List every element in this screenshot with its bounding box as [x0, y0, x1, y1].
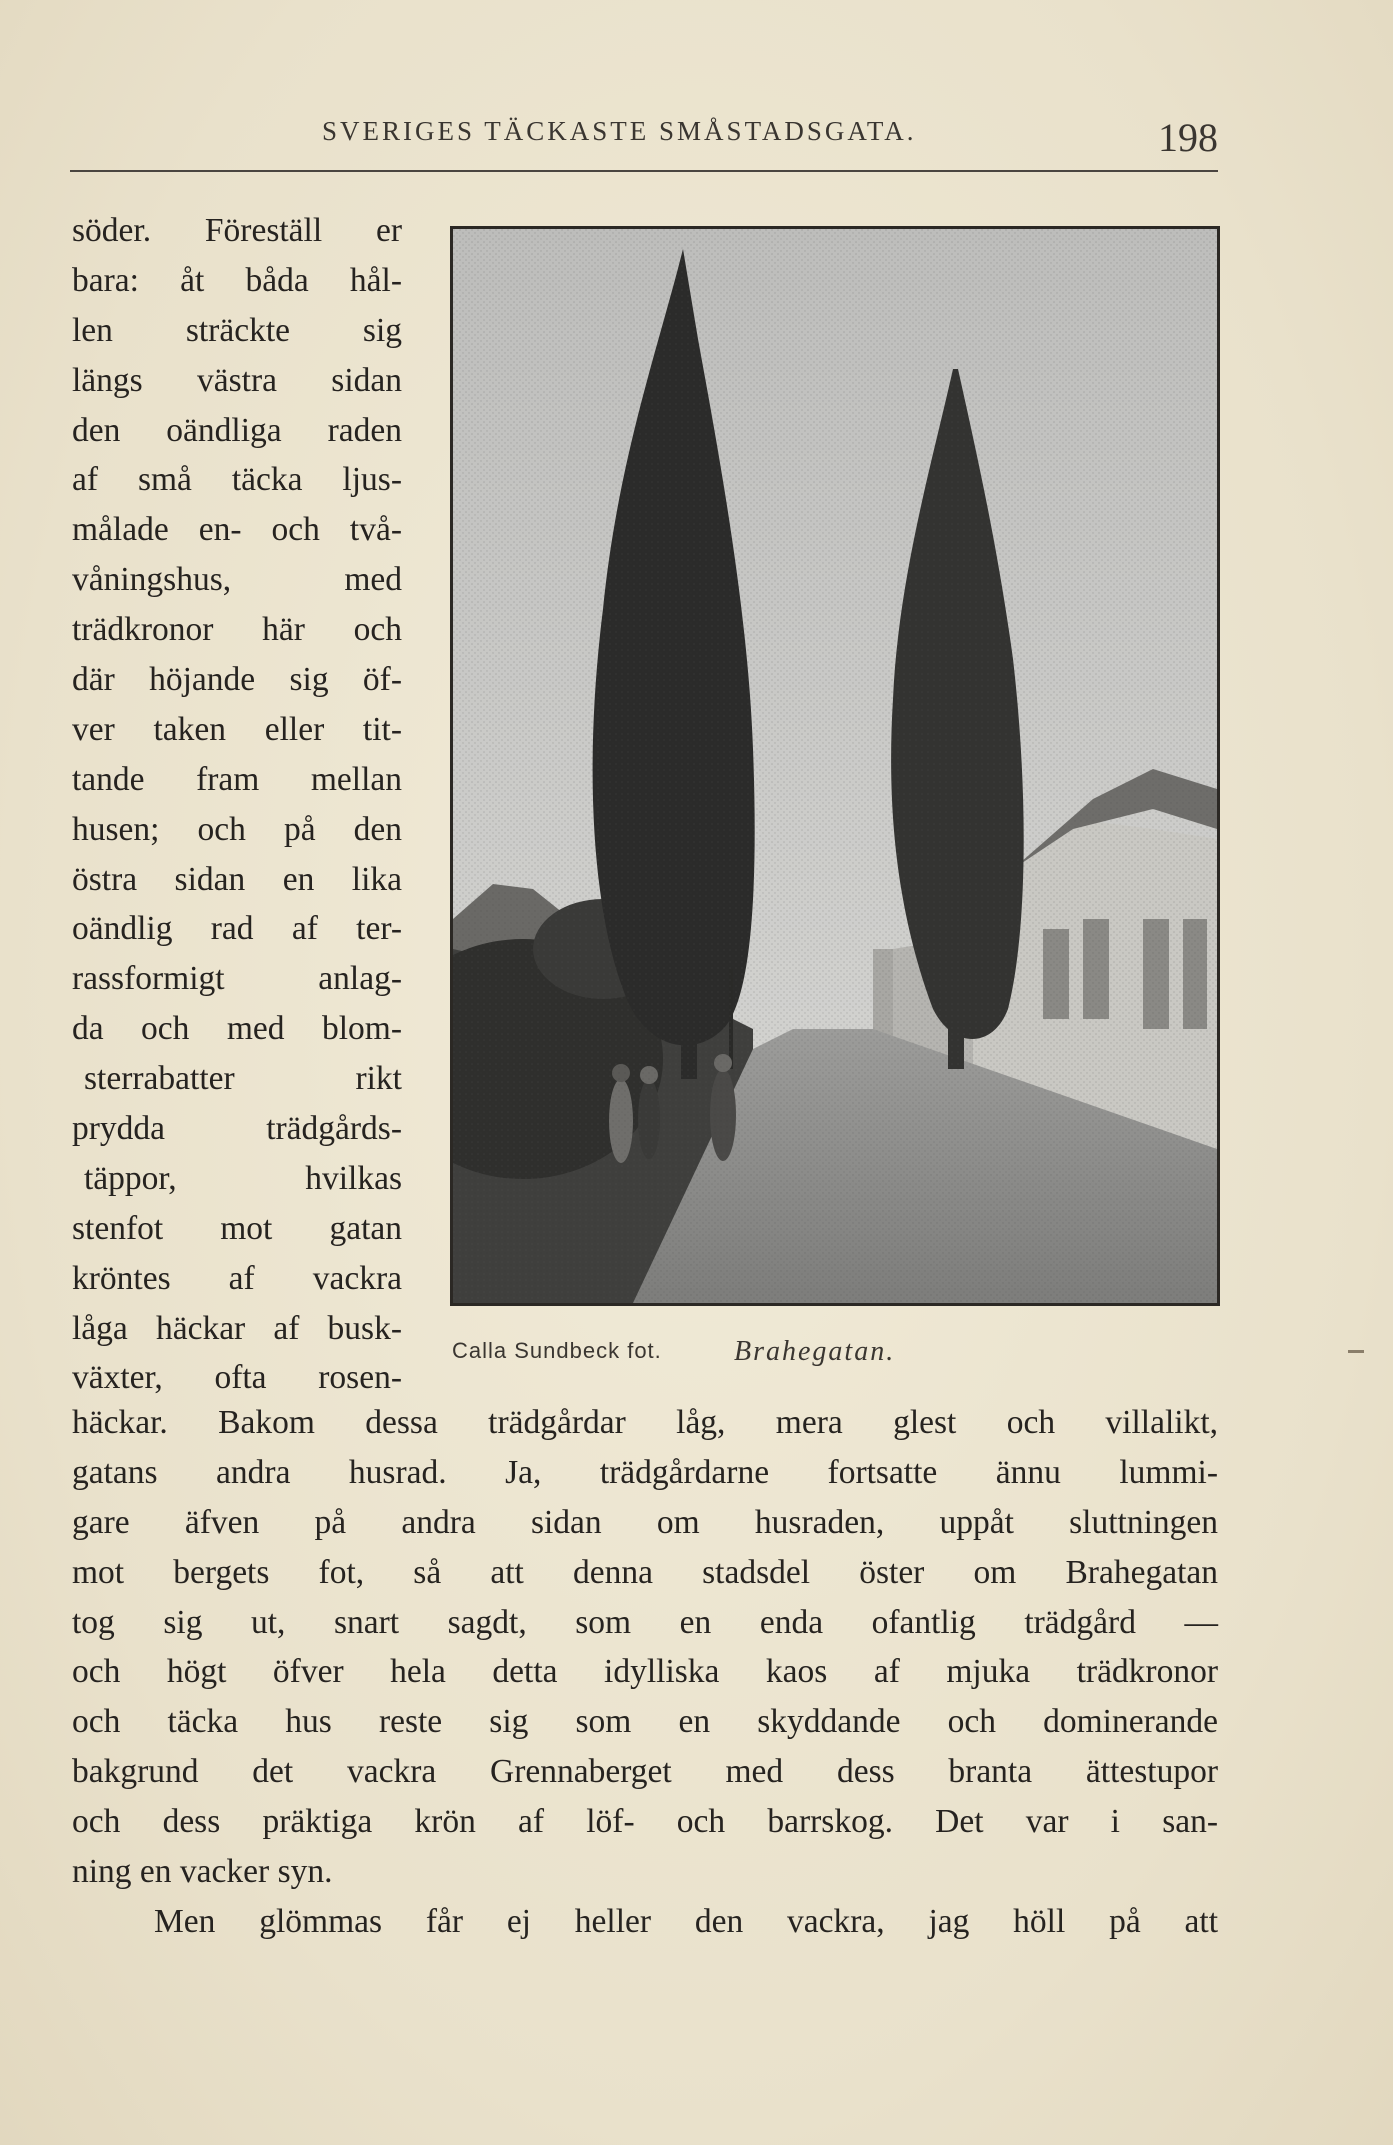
text-line: ver taken eller tit- [72, 710, 402, 748]
text-line: bara: åt båda hål- [72, 261, 402, 299]
text-line: stenfot mot gatan [72, 1209, 402, 1247]
text-line: växter, ofta rosen- [72, 1359, 402, 1397]
text-line: prydda trädgårds- [72, 1110, 402, 1148]
text-line: målade en- och två- [72, 511, 402, 549]
text-line: bakgrund det vackra Grennaberget med dess branta ättestupor [72, 1753, 1218, 1791]
photo-title: Brahegatan. [734, 1336, 896, 1367]
text-line: längs västra sidan [72, 361, 402, 399]
text-line: trädkronor här och [72, 611, 402, 649]
text-line: täppor, hvilkas [84, 1159, 402, 1197]
full-width-text [72, 1398, 1218, 1947]
text-line: och täcka hus reste sig som en skyddande och dominerande [72, 1703, 1218, 1741]
text-line: och dess präktiga krön af löf- och barrskog. Det var i san- [72, 1803, 1218, 1841]
paragraph-start-line: Men glömmas får ej heller den vackra, jag höll på att [154, 1902, 1218, 1940]
text-line: gare äfven på andra sidan om husraden, uppåt sluttningen [72, 1503, 1218, 1541]
margin-mark [1348, 1350, 1364, 1353]
text-line: tande fram mellan [72, 760, 402, 798]
text-line: den oändliga raden [72, 411, 402, 449]
text-line: låga häckar af busk- [72, 1309, 402, 1347]
photo-caption [452, 1334, 1222, 1374]
text-line: ning en vacker syn. [72, 1853, 333, 1891]
running-title: SVERIGES TÄCKASTE SMÅSTADSGATA. [322, 116, 917, 146]
text-line: mot bergets fot, så att denna stadsdel öster om Brahegatan [72, 1553, 1218, 1591]
running-head [70, 112, 1218, 162]
text-line: oändlig rad af ter- [72, 910, 402, 948]
header-rule [70, 170, 1218, 172]
text-line: östra sidan en lika [72, 860, 402, 898]
narrow-text-column [72, 206, 412, 1403]
text-line: söder. Föreställ er [72, 212, 402, 249]
text-line: tog sig ut, snart sagdt, som en enda ofantlig trädgård — [72, 1603, 1218, 1641]
text-line: häckar. Bakom dessa trädgårdar låg, mera glest och villalikt, [72, 1404, 1218, 1441]
text-line: af små täcka ljus- [72, 461, 402, 499]
text-line: len sträckte sig [72, 311, 402, 349]
text-line: gatans andra husrad. Ja, trädgårdarne fortsatte ännu lummi- [72, 1453, 1218, 1491]
photo-illustration [453, 229, 1217, 1303]
text-line: sterrabatter rikt [84, 1060, 402, 1098]
street-photograph [450, 226, 1220, 1306]
text-line: kröntes af vackra [72, 1259, 402, 1297]
text-line: våningshus, med [72, 561, 402, 599]
page-number: 198 [1158, 115, 1218, 160]
text-line: och högt öfver hela detta idylliska kaos af mjuka trädkronor [72, 1653, 1218, 1691]
text-line: rassformigt anlag- [72, 960, 402, 998]
text-line: da och med blom- [72, 1010, 402, 1048]
photo-credit: Calla Sundbeck fot. [452, 1338, 662, 1363]
text-line: husen; och på den [72, 810, 402, 848]
text-line: där höjande sig öf- [72, 661, 402, 699]
